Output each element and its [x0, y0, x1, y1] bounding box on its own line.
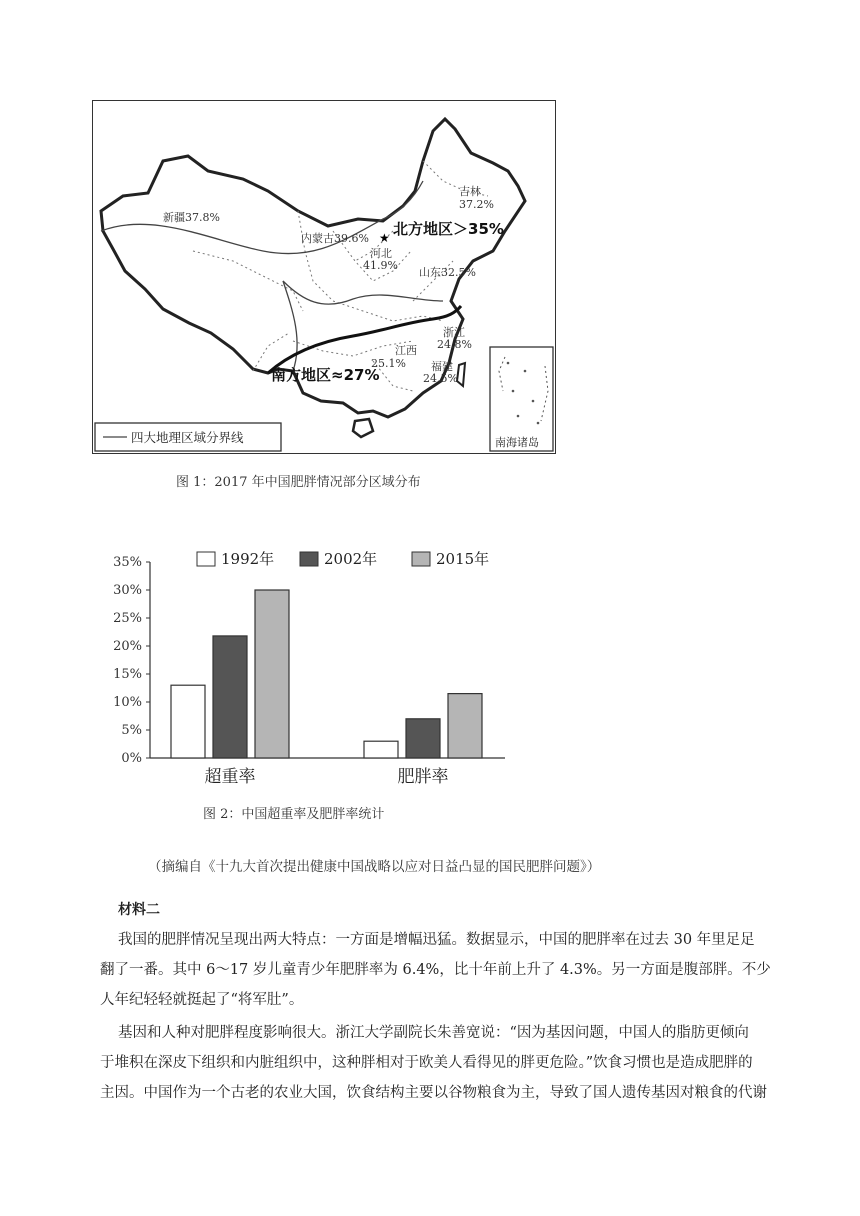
source-note: （摘编自《十九大首次提出健康中国战略以应对日益凸显的国民肥胖问题》）: [148, 859, 601, 875]
figure2-caption: 图 2：中国超重率及肥胖率统计: [203, 807, 385, 822]
legend-swatch: [300, 552, 318, 566]
legend-swatch: [412, 552, 430, 566]
category-label: 超重率: [204, 767, 256, 787]
paragraph-2-line: 基因和人种对肥胖程度影响很大。浙江大学副院长朱善宽说：“因为基因问题，中国人的脂肪更倾向: [118, 1025, 749, 1041]
label-jilin-value: 37.2%: [459, 198, 494, 211]
legend-label: 2002年: [324, 550, 378, 568]
y-tick-label: 5%: [121, 723, 142, 738]
label-shandong: 山东32.5%: [419, 266, 476, 279]
legend-swatch: [197, 552, 215, 566]
bar: [448, 694, 482, 758]
paragraph-2-line: 于堆积在深皮下组织和内脏组织中，这种胖相对于欧美人看得见的胖更危险。”饮食习惯也是造成肥胖的: [100, 1055, 753, 1071]
paragraph-1-line: 我国的肥胖情况呈现出两大特点：一方面是增幅迅猛。数据显示，中国的肥胖率在过去 30 年里足足: [118, 932, 755, 948]
paragraph-1: [100, 925, 771, 1015]
label-north-region: 北方地区＞35%: [393, 220, 504, 238]
label-fujian-value: 24.5%: [423, 372, 458, 385]
paragraph-1-line: 翻了一番。其中 6～17 岁儿童青少年肥胖率为 6.4%，比十年前上升了 4.3%。另一方面是腹部胖。不少: [100, 962, 771, 978]
y-tick-label: 15%: [113, 667, 142, 682]
region-boundaries: [101, 181, 443, 371]
paragraph-2: [100, 1018, 767, 1108]
y-tick-label: 30%: [113, 583, 142, 598]
hainan-island: [353, 419, 373, 437]
label-zhejiang-name: 浙江: [443, 326, 465, 339]
chart-legend: [197, 550, 489, 568]
label-xinjiang: 新疆37.8%: [163, 211, 220, 224]
bar: [171, 685, 205, 758]
inset-label: 南海诸岛: [495, 436, 539, 449]
y-tick-label: 25%: [113, 611, 142, 626]
paragraph-1-line: 人年纪轻轻就挺起了“将军肚”。: [100, 992, 304, 1008]
beijing-star-icon: ★: [379, 231, 390, 245]
label-neimenggu: 内蒙古39.6%: [301, 232, 369, 245]
label-south-region: 南方地区≈27%: [271, 366, 380, 384]
label-jiangxi-name: 江西: [395, 344, 417, 357]
figure1-caption: 图 1：2017 年中国肥胖情况部分区域分布: [176, 475, 421, 490]
obesity-bar-chart: [100, 540, 510, 790]
category-label: 肥胖率: [397, 767, 449, 787]
y-tick-label: 0%: [121, 751, 142, 766]
legend-label: 1992年: [221, 550, 275, 568]
paragraph-2-line: 主因。中国作为一个古老的农业大国，饮食结构主要以谷物粮食为主，导致了国人遗传基因对粮食的代谢: [100, 1085, 767, 1101]
bar: [406, 719, 440, 758]
material-title: 材料二: [118, 902, 160, 918]
y-tick-label: 35%: [113, 555, 142, 570]
label-zhejiang-value: 24.8%: [437, 338, 472, 351]
y-tick-label: 10%: [113, 695, 142, 710]
legend-label: 2015年: [436, 550, 490, 568]
china-obesity-map: [92, 100, 556, 454]
label-hebei-name: 河北: [370, 247, 392, 260]
bar: [255, 590, 289, 758]
bar: [364, 741, 398, 758]
label-fujian-name: 福建: [431, 360, 453, 373]
bar: [213, 636, 247, 758]
label-jilin-name: 吉林: [459, 185, 481, 198]
label-jiangxi-value: 25.1%: [371, 357, 406, 370]
map-drawing: [93, 101, 555, 453]
y-tick-label: 20%: [113, 639, 142, 654]
taiwan-island: [457, 363, 465, 386]
legend-label: 四大地理区域分界线: [131, 430, 244, 445]
label-hebei-value: 41.9%: [363, 259, 398, 272]
